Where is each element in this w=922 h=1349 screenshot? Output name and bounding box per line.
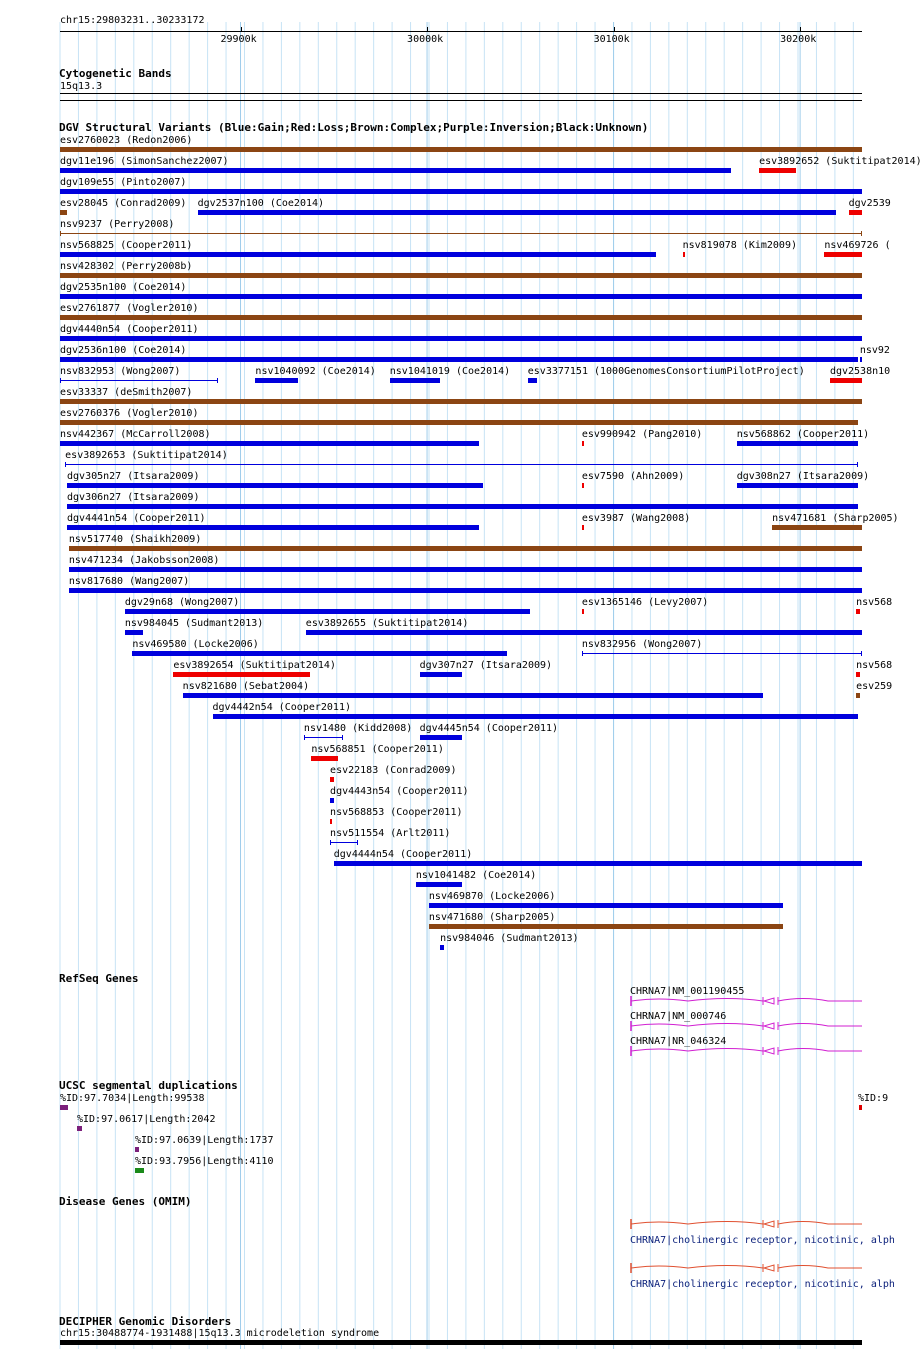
- decipher-feature[interactable]: [60, 1340, 862, 1345]
- dgv-feature-glyph[interactable]: [416, 882, 463, 887]
- dgv-feature-label: nsv568851 (Cooper2011): [311, 744, 444, 755]
- dgv-feature-label: esv3892654 (Suktitipat2014): [173, 660, 336, 671]
- dgv-feature-endcap: [342, 735, 343, 740]
- refseq-gene-label: CHRNA7|NM_001190455: [630, 986, 745, 997]
- dgv-feature-glyph[interactable]: [420, 672, 463, 677]
- ruler-position: chr15:29803231..30233172: [60, 15, 205, 26]
- dgv-feature-endcap: [861, 651, 862, 656]
- dgv-feature-glyph[interactable]: [69, 567, 862, 572]
- dgv-feature-label: nsv817680 (Wang2007): [68, 576, 190, 587]
- dgv-feature-glyph[interactable]: [582, 441, 584, 446]
- dgv-feature-glyph[interactable]: [67, 483, 483, 488]
- dgv-feature-glyph[interactable]: [830, 378, 862, 383]
- dgv-feature-glyph[interactable]: [173, 672, 309, 677]
- dgv-feature-glyph[interactable]: [420, 735, 463, 740]
- refseq-gene-glyph[interactable]: [628, 995, 862, 1009]
- dgv-feature-label: esv990942 (Pang2010): [581, 429, 703, 440]
- dgv-feature-glyph[interactable]: [429, 903, 783, 908]
- dgv-feature-glyph[interactable]: [311, 756, 337, 761]
- dgv-feature-glyph[interactable]: [856, 693, 860, 698]
- dgv-feature-label: esv3892655 (Suktitipat2014): [305, 618, 469, 629]
- dgv-feature-glyph[interactable]: [60, 380, 218, 381]
- dgv-feature-glyph[interactable]: [856, 609, 860, 614]
- ruler-tick: [427, 27, 428, 32]
- dgv-feature-label: nsv428302 (Perry2008b): [60, 261, 193, 272]
- dgv-feature-label: nsv469726 (: [824, 240, 891, 251]
- dgv-feature-label: nsv984046 (Sudmant2013): [440, 933, 579, 944]
- ruler-tick: [800, 27, 801, 32]
- dgv-feature-label: dgv109e55 (Pinto2007): [60, 177, 187, 188]
- dgv-feature-label: esv259: [856, 681, 893, 692]
- dgv-feature-label: nsv984045 (Sudmant2013): [124, 618, 264, 629]
- segdup-feature[interactable]: [135, 1147, 139, 1152]
- dgv-feature-glyph[interactable]: [60, 168, 731, 173]
- dgv-feature-label: nsv511554 (Arlt2011): [330, 828, 451, 839]
- dgv-feature-label: nsv821680 (Sebat2004): [182, 681, 310, 692]
- dgv-feature-endcap: [857, 462, 858, 467]
- dgv-feature-glyph[interactable]: [67, 504, 858, 509]
- refseq-gene-glyph[interactable]: [628, 1020, 862, 1034]
- dgv-feature-label: esv7590 (Ahn2009): [581, 471, 685, 482]
- dgv-feature-label: dgv2538n10: [829, 366, 891, 377]
- dgv-feature-label: dgv2539: [848, 198, 891, 209]
- dgv-feature-label: nsv1040092 (Coe2014): [255, 366, 376, 377]
- dgv-feature-glyph[interactable]: [330, 798, 334, 803]
- dgv-feature-glyph[interactable]: [306, 630, 862, 635]
- ruler-tick-label: 30200k: [780, 34, 817, 45]
- dgv-feature-label: nsv568853 (Cooper2011): [330, 807, 463, 818]
- dgv-feature-label: nsv1041482 (Coe2014): [415, 870, 537, 881]
- dgv-feature-glyph[interactable]: [60, 357, 858, 362]
- segdup-label: %ID:93.7956|Length:4110: [135, 1156, 274, 1167]
- dgv-feature-glyph[interactable]: [60, 441, 479, 446]
- segdup-track-title[interactable]: UCSC segmental duplications: [59, 1079, 238, 1092]
- dgv-feature-label: nsv819078 (Kim2009): [682, 240, 797, 251]
- dgv-feature-label: esv3987 (Wang2008): [581, 513, 691, 524]
- dgv-feature-label: esv2760023 (Redon2006): [60, 135, 193, 146]
- dgv-feature-label: esv3892653 (Suktitipat2014): [65, 450, 228, 461]
- dgv-feature-glyph[interactable]: [582, 525, 584, 530]
- dgv-feature-label: nsv832953 (Wong2007): [60, 366, 181, 377]
- dgv-feature-glyph[interactable]: [60, 147, 862, 152]
- cytoband-band-line[interactable]: [60, 93, 862, 94]
- dgv-feature-glyph[interactable]: [60, 315, 862, 320]
- omim-track-title[interactable]: Disease Genes (OMIM): [59, 1195, 192, 1208]
- dgv-feature-label: nsv92: [859, 345, 890, 356]
- dgv-feature-glyph[interactable]: [60, 399, 862, 404]
- dgv-feature-glyph[interactable]: [390, 378, 440, 383]
- dgv-feature-label: dgv4443n54 (Cooper2011): [330, 786, 469, 797]
- dgv-feature-glyph[interactable]: [824, 252, 862, 257]
- segdup-label: %ID:9: [858, 1093, 889, 1104]
- dgv-feature-label: dgv4440n54 (Cooper2011): [60, 324, 199, 335]
- segdup-label: %ID:97.0639|Length:1737: [135, 1135, 274, 1146]
- dgv-feature-endcap: [60, 378, 61, 383]
- dgv-feature-glyph[interactable]: [125, 630, 144, 635]
- dgv-feature-glyph[interactable]: [772, 525, 862, 530]
- dgv-track-title[interactable]: DGV Structural Variants (Blue:Gain;Red:Loss;Brown:Complex;Purple:Inversion;Black:Unknown): [59, 121, 649, 134]
- dgv-feature-glyph[interactable]: [60, 210, 67, 215]
- dgv-feature-endcap: [60, 231, 61, 236]
- dgv-feature-label: dgv2536n100 (Coe2014): [60, 345, 187, 356]
- dgv-feature-label: dgv29n68 (Wong2007): [124, 597, 240, 608]
- dgv-feature-label: nsv568: [856, 597, 893, 608]
- dgv-feature-glyph[interactable]: [737, 483, 858, 488]
- ruler-tick-label: 30100k: [593, 34, 630, 45]
- segdup-feature[interactable]: [859, 1105, 862, 1110]
- dgv-feature-glyph[interactable]: [132, 651, 507, 656]
- dgv-feature-endcap: [861, 231, 862, 236]
- dgv-feature-glyph[interactable]: [65, 464, 858, 465]
- dgv-feature-glyph[interactable]: [213, 714, 858, 719]
- dgv-feature-glyph[interactable]: [255, 378, 298, 383]
- dgv-feature-label: dgv2537n100 (Coe2014): [197, 198, 325, 209]
- dgv-feature-endcap: [304, 735, 305, 740]
- segdup-feature[interactable]: [60, 1105, 68, 1110]
- ruler-tick-label: 29900k: [220, 34, 257, 45]
- dgv-feature-glyph[interactable]: [759, 168, 796, 173]
- dgv-feature-label: esv3892652 (Suktitipat2014): [759, 156, 922, 167]
- dgv-feature-glyph[interactable]: [304, 737, 343, 738]
- dgv-feature-label: nsv469580 (Locke2006): [132, 639, 259, 650]
- dgv-feature-glyph[interactable]: [582, 483, 584, 488]
- dgv-feature-glyph[interactable]: [125, 609, 530, 614]
- dgv-feature-label: nsv832956 (Wong2007): [581, 639, 703, 650]
- dgv-feature-endcap: [65, 462, 66, 467]
- dgv-feature-label: dgv4441n54 (Cooper2011): [67, 513, 206, 524]
- dgv-feature-glyph[interactable]: [67, 525, 479, 530]
- dgv-feature-label: esv22183 (Conrad2009): [330, 765, 457, 776]
- dgv-feature-glyph[interactable]: [849, 210, 862, 215]
- dgv-feature-endcap: [582, 651, 583, 656]
- decipher-track-title[interactable]: DECIPHER Genomic Disorders: [59, 1315, 232, 1328]
- dgv-feature-endcap: [357, 840, 358, 845]
- refseq-gene-label: CHRNA7|NM_000746: [630, 1011, 727, 1022]
- dgv-feature-glyph[interactable]: [330, 777, 334, 782]
- segdup-label: %ID:97.7034|Length:99538: [60, 1093, 205, 1104]
- dgv-feature-glyph[interactable]: [198, 210, 836, 215]
- dgv-feature-label: nsv1041019 (Coe2014): [389, 366, 511, 377]
- dgv-feature-glyph[interactable]: [860, 357, 862, 362]
- dgv-feature-glyph[interactable]: [69, 588, 862, 593]
- dgv-feature-label: nsv471681 (Sharp2005): [772, 513, 899, 524]
- dgv-feature-glyph[interactable]: [60, 189, 862, 194]
- dgv-feature-glyph[interactable]: [429, 924, 783, 929]
- dgv-feature-label: dgv11e196 (SimonSanchez2007): [60, 156, 229, 167]
- dgv-feature-label: dgv4445n54 (Cooper2011): [419, 723, 559, 734]
- segdup-label: %ID:97.0617|Length:2042: [77, 1114, 216, 1125]
- ruler-axis: [60, 31, 862, 32]
- dgv-feature-label: dgv308n27 (Itsara2009): [736, 471, 870, 482]
- dgv-feature-label: nsv442367 (McCarroll2008): [60, 429, 211, 440]
- omim-label: CHRNA7|cholinergic receptor, nicotinic, alph: [630, 1279, 895, 1290]
- cytoband-label: 15q13.3: [60, 81, 103, 92]
- dgv-feature-endcap: [330, 840, 331, 845]
- dgv-feature-glyph[interactable]: [440, 945, 444, 950]
- dgv-feature-glyph[interactable]: [60, 252, 656, 257]
- dgv-feature-label: nsv471234 (Jakobsson2008): [68, 555, 220, 566]
- dgv-feature-label: dgv4442n54 (Cooper2011): [212, 702, 351, 713]
- dgv-feature-label: nsv568862 (Cooper2011): [736, 429, 870, 440]
- dgv-feature-label: nsv517740 (Shaikh2009): [68, 534, 202, 545]
- ruler-tick: [614, 27, 615, 32]
- dgv-feature-glyph[interactable]: [330, 819, 332, 824]
- dgv-feature-glyph[interactable]: [60, 233, 862, 234]
- dgv-feature-glyph[interactable]: [582, 609, 584, 614]
- dgv-feature-label: dgv307n27 (Itsara2009): [419, 660, 553, 671]
- dgv-feature-label: nsv568: [856, 660, 893, 671]
- dgv-feature-glyph[interactable]: [69, 546, 862, 551]
- dgv-feature-label: nsv568825 (Cooper2011): [60, 240, 193, 251]
- dgv-feature-label: esv28045 (Conrad2009): [60, 198, 187, 209]
- dgv-feature-glyph[interactable]: [856, 672, 860, 677]
- dgv-feature-label: dgv2535n100 (Coe2014): [60, 282, 187, 293]
- segdup-feature[interactable]: [135, 1168, 144, 1173]
- omim-label: CHRNA7|cholinergic receptor, nicotinic, alph: [630, 1235, 895, 1246]
- dgv-feature-glyph[interactable]: [60, 420, 858, 425]
- refseq-track-title[interactable]: RefSeq Genes: [59, 972, 139, 985]
- dgv-feature-label: esv2760376 (Vogler2010): [60, 408, 199, 419]
- dgv-feature-label: nsv1480 (Kidd2008): [303, 723, 413, 734]
- omim-gene-glyph[interactable]: [628, 1218, 862, 1232]
- cytoband-band-line-bottom: [60, 100, 862, 101]
- dgv-feature-glyph[interactable]: [330, 842, 358, 843]
- ruler-tick: [241, 27, 242, 32]
- dgv-feature-label: esv1365146 (Levy2007): [581, 597, 709, 608]
- dgv-feature-label: dgv4444n54 (Cooper2011): [333, 849, 473, 860]
- ruler-tick-label: 30000k: [407, 34, 444, 45]
- decipher-label: chr15:30488774-1931488|15q13.3 microdeletion syndrome: [60, 1328, 380, 1339]
- dgv-feature-glyph[interactable]: [528, 378, 537, 383]
- segdup-feature[interactable]: [77, 1126, 82, 1131]
- dgv-feature-glyph[interactable]: [183, 693, 763, 698]
- refseq-gene-glyph[interactable]: [628, 1045, 862, 1059]
- dgv-feature-label: dgv306n27 (Itsara2009): [67, 492, 200, 503]
- dgv-feature-label: esv2761877 (Vogler2010): [60, 303, 199, 314]
- omim-gene-glyph[interactable]: [628, 1262, 862, 1276]
- dgv-feature-glyph[interactable]: [60, 294, 862, 299]
- dgv-feature-glyph[interactable]: [334, 861, 862, 866]
- dgv-feature-glyph[interactable]: [737, 441, 858, 446]
- dgv-feature-label: dgv305n27 (Itsara2009): [67, 471, 200, 482]
- dgv-feature-glyph[interactable]: [60, 273, 862, 278]
- dgv-feature-label: nsv471680 (Sharp2005): [428, 912, 556, 923]
- dgv-feature-endcap: [217, 378, 218, 383]
- cytoband-track-title[interactable]: Cytogenetic Bands: [59, 67, 172, 80]
- dgv-feature-glyph[interactable]: [582, 653, 862, 654]
- dgv-feature-label: esv3377151 (1000GenomesConsortiumPilotProject): [527, 366, 805, 377]
- dgv-feature-glyph[interactable]: [683, 252, 685, 257]
- dgv-feature-glyph[interactable]: [60, 336, 862, 341]
- refseq-gene-label: CHRNA7|NR_046324: [630, 1036, 727, 1047]
- dgv-feature-label: esv33337 (deSmith2007): [60, 387, 193, 398]
- dgv-feature-label: nsv469870 (Locke2006): [428, 891, 556, 902]
- dgv-feature-label: nsv9237 (Perry2008): [60, 219, 175, 230]
